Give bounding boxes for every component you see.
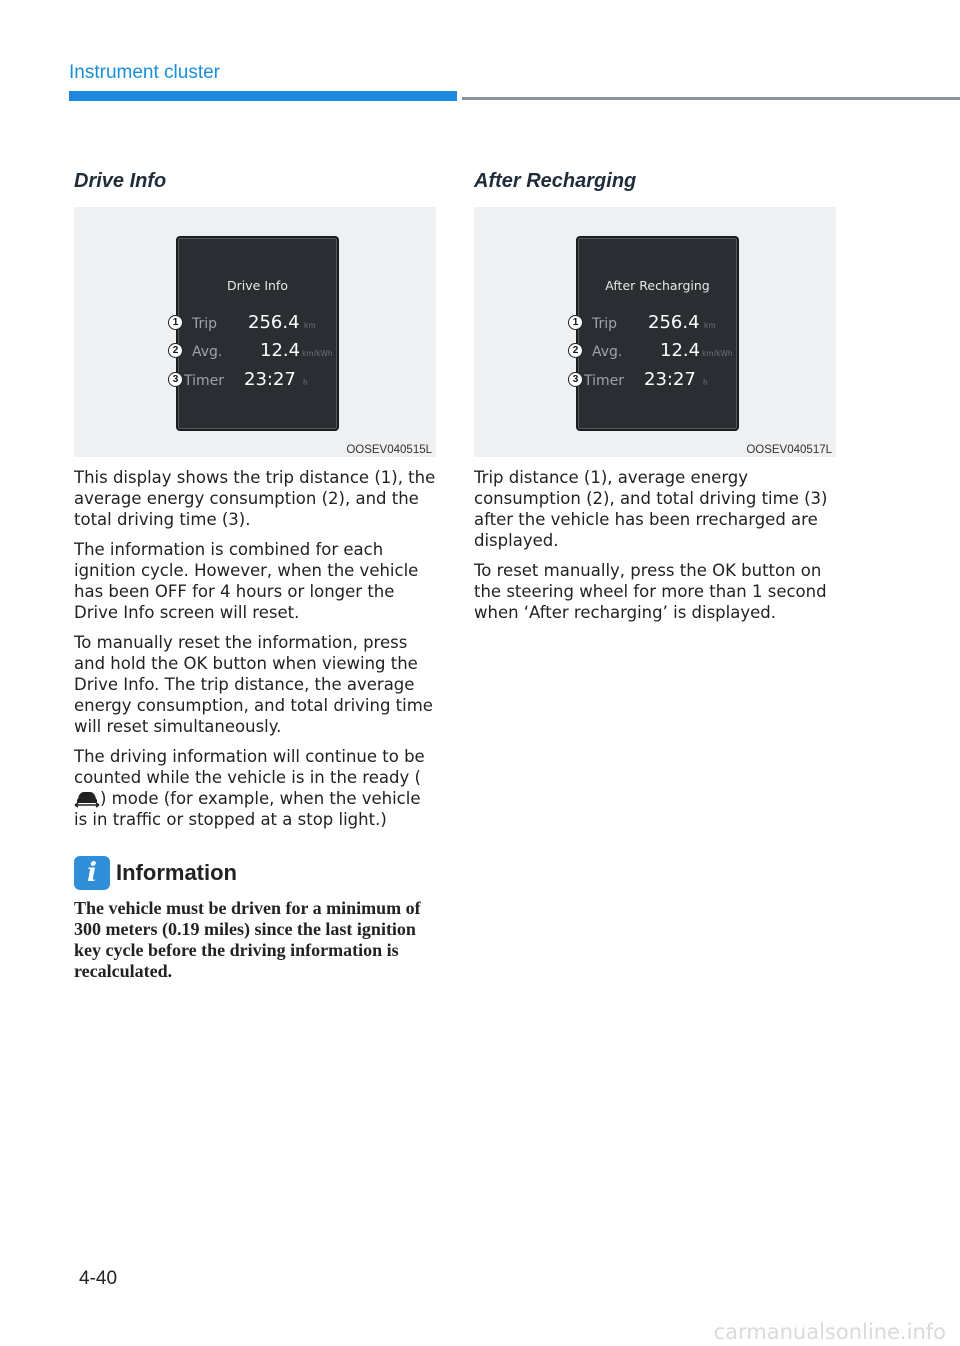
- screen-title: After Recharging: [605, 278, 710, 293]
- drive-info-figure: [74, 207, 436, 457]
- avg-value: 12.4: [260, 340, 301, 361]
- information-title: Information: [116, 860, 237, 885]
- timer-row: [178, 369, 337, 395]
- callout-badge-3: 3: [568, 372, 583, 387]
- callout-badge-2: 2: [568, 343, 583, 358]
- trip-row: [578, 312, 737, 338]
- trip-unit: km: [704, 321, 716, 330]
- trip-value: 256.4: [248, 312, 300, 333]
- trip-value: 256.4: [648, 312, 700, 333]
- timer-unit: h: [303, 378, 308, 387]
- callout-badge-1: 1: [568, 315, 583, 330]
- trip-row: [178, 312, 337, 338]
- after-recharging-figure: [474, 207, 836, 457]
- avg-row: [178, 340, 337, 366]
- right-column: [474, 170, 836, 623]
- avg-unit: km/kWh: [702, 349, 733, 358]
- paragraph: The information is combined for each ignition cycle. However, when the vehicle has been OFF for 4 hours or longer the Drive Info screen will reset.: [74, 540, 419, 622]
- avg-row: [578, 340, 737, 366]
- paragraph: To manually reset the information, press and hold the OK button when viewing the Drive Info. The trip distance, the average energy consumption, and total driving time will reset simultaneously.: [74, 633, 433, 736]
- paragraph: This display shows the trip distance (1), the average energy consumption (2), and the total driving time (3).: [74, 468, 436, 529]
- cluster-screen: [176, 236, 339, 431]
- ready-text-after: ) mode (for example, when the vehicle is in traffic or stopped at a stop light.): [74, 789, 421, 829]
- timer-value: 23:27: [644, 369, 696, 390]
- trip-label: Trip: [192, 316, 218, 332]
- figure-code: OOSEV040515L: [346, 444, 432, 456]
- information-header: [74, 856, 436, 892]
- callout-badge-2: 2: [168, 343, 183, 358]
- info-icon: i: [74, 856, 110, 890]
- left-column: [74, 170, 436, 982]
- header-rule-gray: [462, 97, 960, 100]
- ready-text-before: The driving information will continue to be counted while the vehicle is in the ready (: [74, 747, 425, 787]
- callout-badge-3: 3: [168, 372, 183, 387]
- callout-badge-1: 1: [168, 315, 183, 330]
- timer-label: Timer: [184, 373, 225, 389]
- paragraph: To reset manually, press the OK button on the steering wheel for more than 1 second when ‘After recharging’ is displayed.: [474, 561, 827, 622]
- watermark: carmanualsonline.info: [713, 1320, 946, 1344]
- timer-value: 23:27: [244, 369, 296, 390]
- page-number: 4-40: [79, 1268, 118, 1289]
- trip-label: Trip: [592, 316, 618, 332]
- header-rule-blue: [69, 91, 457, 101]
- information-text: The vehicle must be driven for a minimum of 300 meters (0.19 miles) since the last ignition key cycle before the driving information is recalculated.: [74, 898, 421, 981]
- after-recharging-heading: After Recharging: [474, 170, 637, 192]
- timer-row: [578, 369, 737, 395]
- avg-label: Avg.: [192, 344, 223, 360]
- cluster-screen: [576, 236, 739, 431]
- section-title: Instrument cluster: [69, 62, 220, 83]
- trip-unit: km: [304, 321, 316, 330]
- timer-unit: h: [703, 378, 708, 387]
- paragraph: Trip distance (1), average energy consumption (2), and total driving time (3) after the vehicle has been rrecharged are displayed.: [474, 468, 828, 550]
- timer-label: Timer: [584, 373, 625, 389]
- ready-car-icon: [74, 790, 100, 808]
- avg-label: Avg.: [592, 344, 623, 360]
- figure-code: OOSEV040517L: [746, 444, 832, 456]
- screen-title: Drive Info: [227, 278, 288, 293]
- ready-paragraph: [74, 746, 436, 830]
- avg-unit: km/kWh: [302, 349, 333, 358]
- avg-value: 12.4: [660, 340, 701, 361]
- drive-info-heading: Drive Info: [74, 170, 167, 192]
